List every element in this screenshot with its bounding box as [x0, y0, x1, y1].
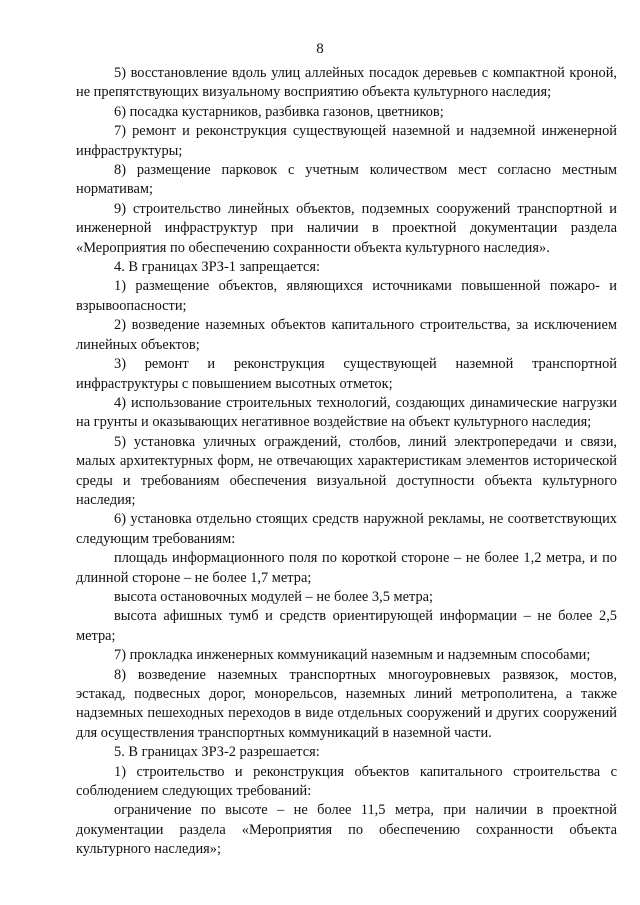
paragraph-poster-height: высота афишных тумб и средств ориентирующей информации – не более 2,5 метра;: [76, 608, 617, 644]
paragraph-item-6-shrubs: 6) посадка кустарников, разбивка газонов, цветников;: [114, 103, 444, 120]
section-heading-4-zrz1-prohibited: 4. В границах ЗРЗ-1 запрещается:: [114, 259, 321, 276]
paragraph-item-8-parking: 8) размещение парковок с учетным количеством мест согласно местным нормативам;: [76, 162, 617, 198]
paragraph-item-7-utilities: 7) прокладка инженерных коммуникаций наземным и надземным способами;: [114, 647, 591, 664]
paragraph-ad-field-size: площадь информационного поля по короткой стороне – не более 1,2 метра, и по длинной стороне – не более 1,7 метра;: [76, 550, 617, 586]
paragraph-item-3-transport-repair: 3) ремонт и реконструкция существующей наземной транспортной инфраструктуры с повышением высотных отметок;: [76, 356, 617, 392]
paragraph-item-5-alley-planting: 5) восстановление вдоль улиц аллейных посадок деревьев с компактной кроной, не препятствующих визуальному восприятию объекта культурного наследия;: [76, 65, 617, 101]
page-number: 8: [316, 41, 324, 57]
paragraph-item-7-engineering-repair: 7) ремонт и реконструкция существующей наземной и надземной инженерной инфраструктуры;: [76, 123, 617, 159]
paragraph-item-2-ground-construction: 2) возведение наземных объектов капитального строительства, за исключением линейных объектов;: [76, 317, 617, 353]
paragraph-stop-module-height: высота остановочных модулей – не более 3,5 метра;: [114, 588, 434, 605]
paragraph-item-1-construction: 1) строительство и реконструкция объектов капитального строительства с соблюдением следующих требований:: [76, 763, 617, 800]
paragraph-item-6-outdoor-ads: 6) установка отдельно стоящих средств наружной рекламы, не соответствующих следующим требованиям:: [76, 511, 617, 547]
paragraph-item-8-multilevel-junctions: 8) возведение наземных транспортных многоуровневых развязок, мостов, эстакад, подвесных дорог, монорельсов, наземных линий метрополитена, а также надземных пешеходных переходов в виде отдельных сооружений и других сооружений для осуществления транспортных коммуникаций в наземной части.: [76, 666, 617, 741]
paragraph-item-9-linear-objects: 9) строительство линейных объектов, подземных сооружений транспортной и инженерной инфраструктур при наличии в проектной документации раздела «Мероприятия по обеспечению сохранности объекта культурного наследия».: [76, 200, 617, 256]
document-body: [76, 64, 617, 860]
section-heading-5-zrz2-allowed: 5. В границах ЗРЗ-2 разрешается:: [114, 744, 320, 761]
paragraph-item-5-street-fences: 5) установка уличных ограждений, столбов, линий электропередачи и связи, малых архитектурных форм, не отвечающих характеристикам элементов исторической среды и требованиям обеспечения визуальной доступности объекта культурного наследия;: [76, 433, 617, 508]
paragraph-item-4-dynamic-loads: 4) использование строительных технологий, создающих динамические нагрузки на грунты и оказывающих негативное воздействие на объект культурного наследия;: [76, 394, 617, 431]
paragraph-height-limit: ограничение по высоте – не более 11,5 метра, при наличии в проектной документации раздела «Мероприятия по обеспечению сохранности объекта культурного наследия»;: [76, 802, 617, 858]
paragraph-item-1-hazard-objects: 1) размещение объектов, являющихся источниками повышенной пожаро- и взрывоопасности;: [76, 278, 617, 314]
